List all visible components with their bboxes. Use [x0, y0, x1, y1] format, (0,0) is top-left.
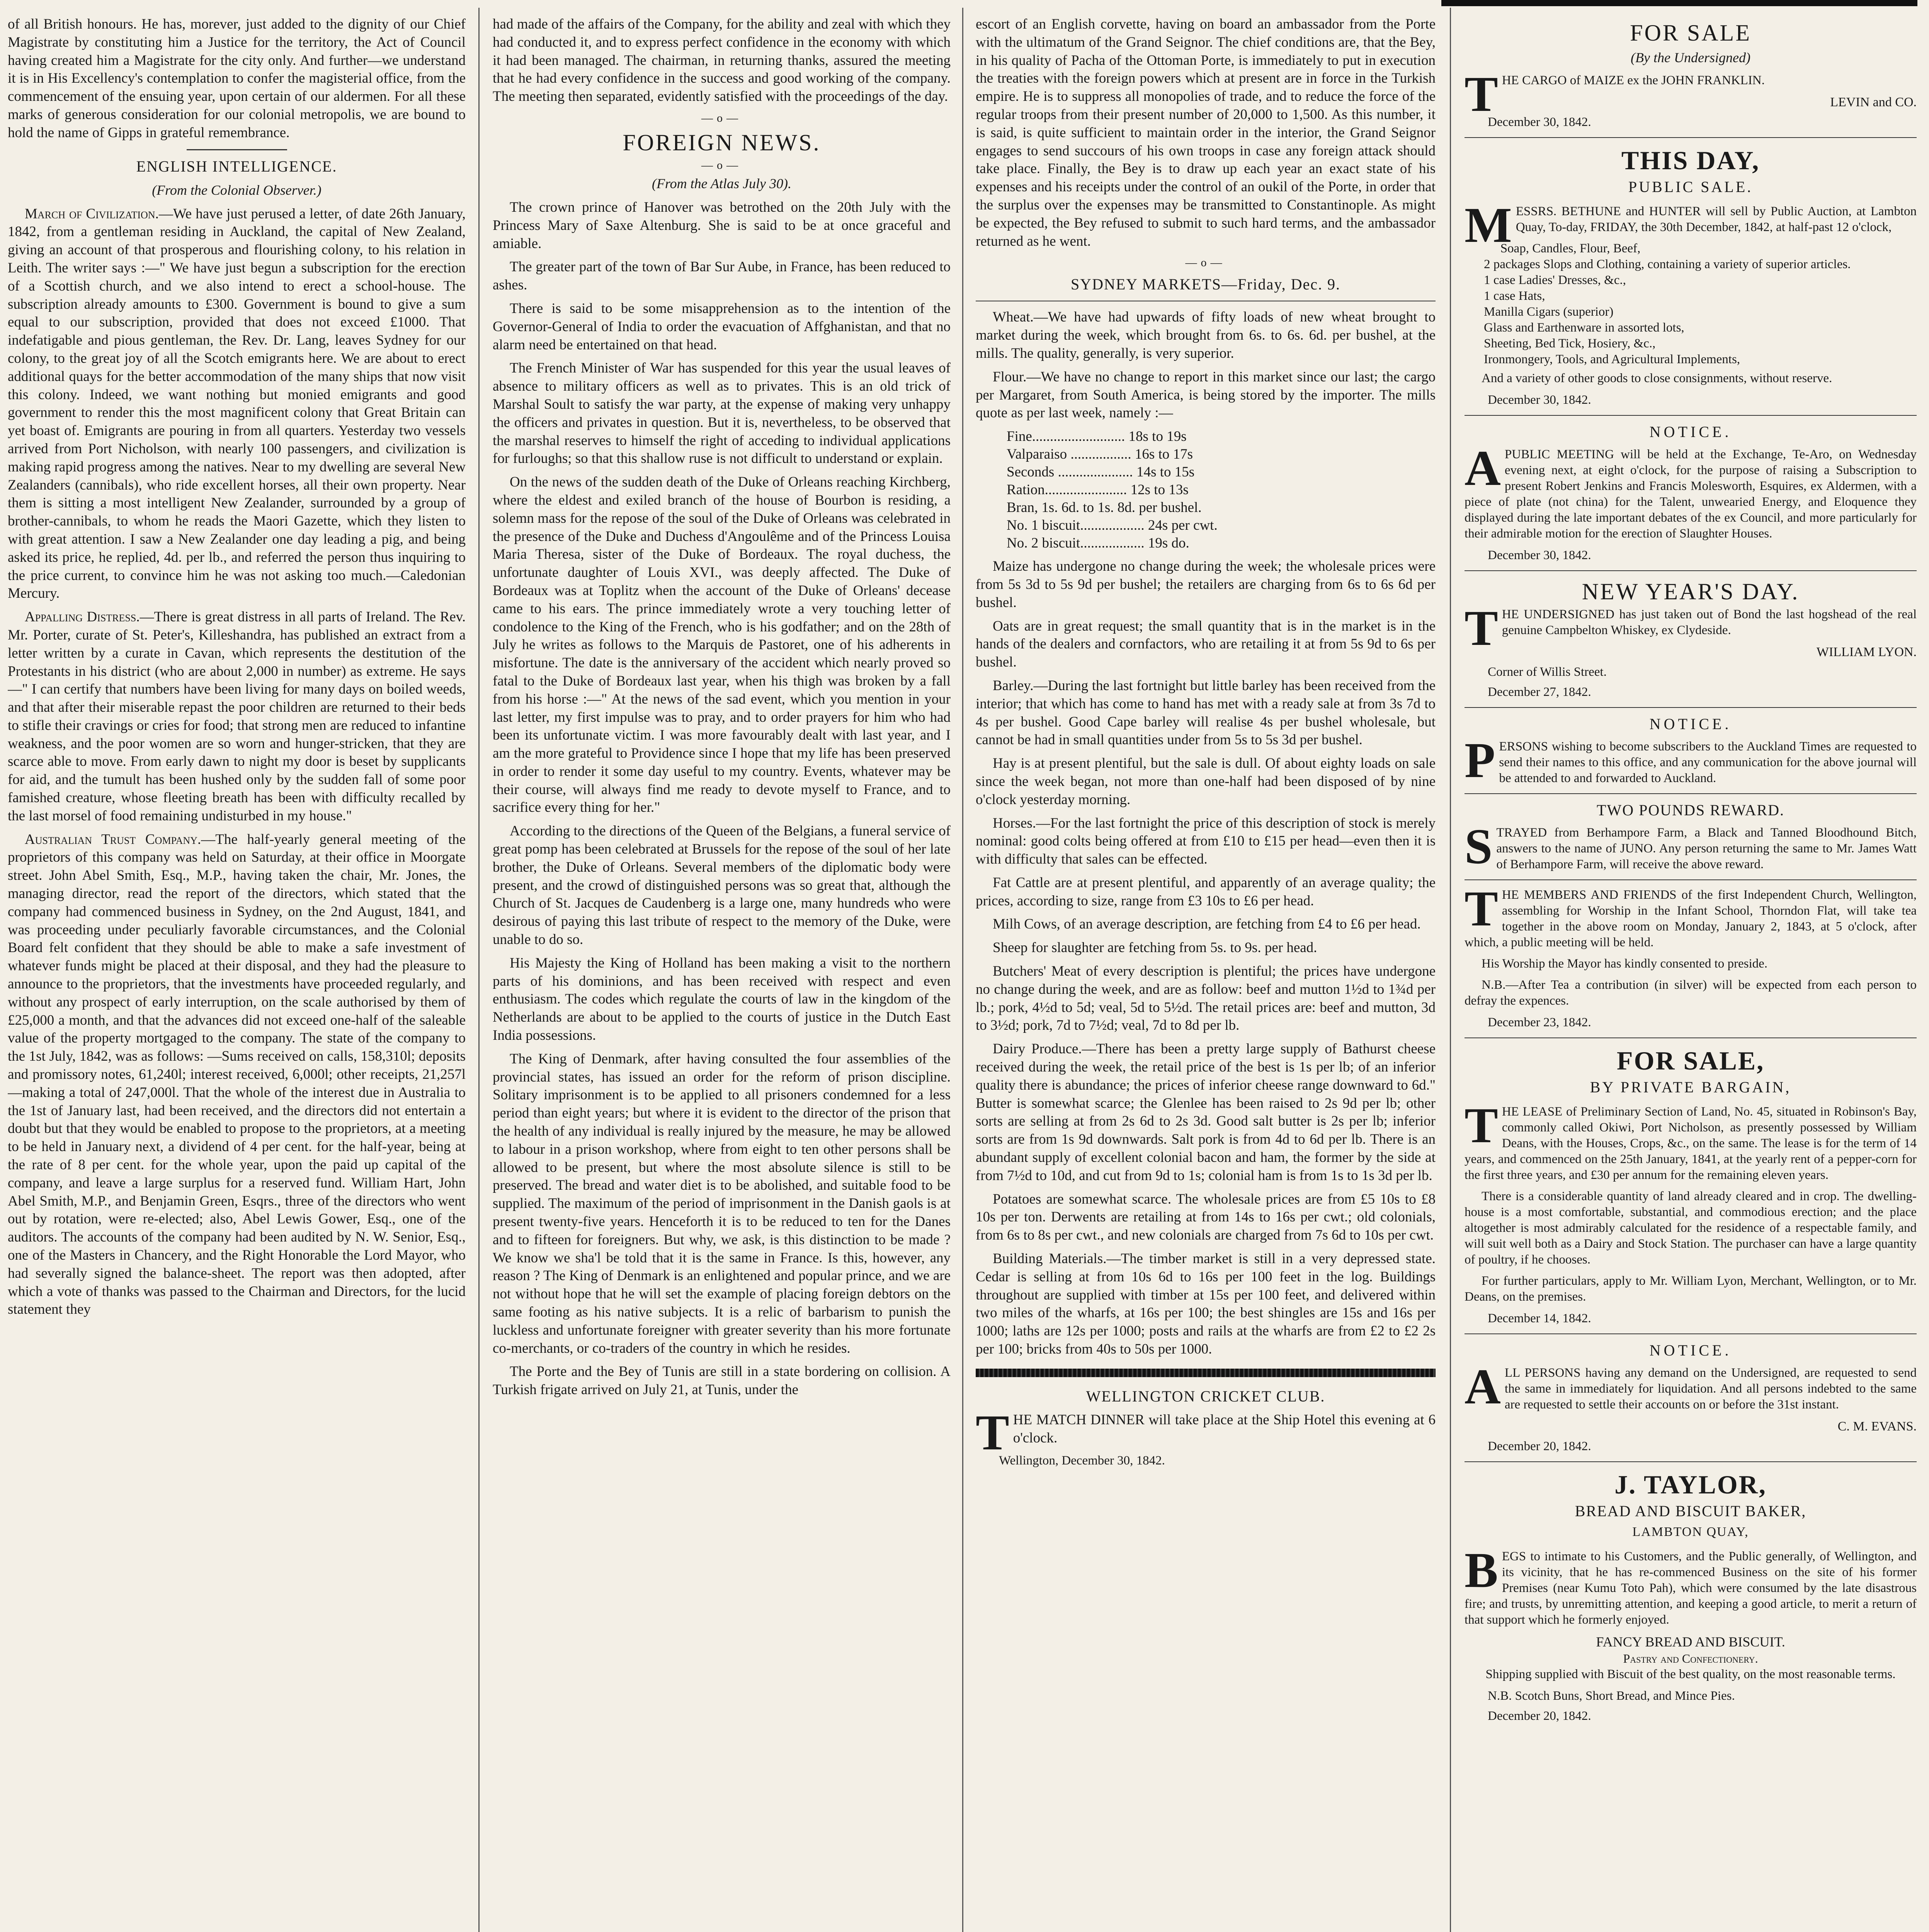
ad-heading: NOTICE.	[1649, 1342, 1732, 1359]
source-line: (From the Colonial Observer.)	[152, 182, 322, 198]
market-paragraph: Fat Cattle are at present plentiful, and apparently of an average quality; the prices, according to size, range from £3 10s to £6 per head.	[976, 874, 1436, 909]
date-line: December 30, 1842.	[1488, 548, 1591, 562]
ad-heading: TWO POUNDS REWARD.	[1597, 801, 1784, 819]
ad-subheading: (By the Undersigned)	[1631, 50, 1750, 65]
drop-cap: T	[976, 1405, 1009, 1461]
ad-paragraph	[1465, 440, 1917, 542]
column-3	[976, 15, 1436, 1932]
price-line: Ration....................... 12s to 13s	[1007, 482, 1189, 498]
ad-paragraph: For further particulars, apply to Mr. William Lyon, Merchant, Wellington, or to Mr. Deans, on the premises.	[1465, 1274, 1917, 1304]
ad-heading: NOTICE.	[1649, 715, 1732, 733]
article-paragraph: The greater part of the town of Bar Sur Aube, in France, has been reduced to ashes.	[493, 259, 951, 293]
ad-paragraph: And a variety of other goods to close consignments, without reserve.	[1482, 371, 1832, 385]
price-line: No. 2 biscuit.................. 19s do.	[1007, 535, 1189, 551]
market-paragraph: Hay is at present plentiful, but the sale is dull. Of about eighty loads on sale since the week began, not more than one-half had been disposed of by nine o'clock yesterday morning.	[976, 755, 1436, 808]
ad-subheading: LAMBTON QUAY,	[1632, 1525, 1749, 1539]
article-paragraph: had made of the affairs of the Company, for the ability and zeal with which they had conducted it, and to express perfect confidence in the economy with which it had been managed. The chairman, in returning thanks, assured the meeting that he had every confidence in the success and good working of the company. The meeting then separated, evidently satisfied with the proceedings of the day.	[493, 16, 951, 105]
paragraph-text: —We have just perused a letter, of date 26th January, 1842, from a gentleman residing in Auckland, the capital of New Zealand, giving an account of that prosperous and flourishing colony, to his relation in Leith. The writer says :—" We have just begun a subscription for the erection of a Scottish church, and we also intend to erect a school-house. The subscription already amounts to £300. Government is bound to give a sum equal to our subscription, provided that does not exceed £1000. That indefatigable and pious gentleman, the Rev. Dr. Lang, leaves Sydney for our colony, to the great joy of all the Scotch emigrants here. We are about to erect additional quays for the better accommodation of the many ships that now visit this colony. Indeed, we want nothing but monied emigrants and good government to render this the most magnificent colony that Great Britain can yet boast of. Emigrants are pouring in from all quarters. Yesterday two vessels arrived from Port Nicholson, with nearly 100 passengers, and civilization is making rapid progress among the natives. Near to my dwelling are several New Zealanders (cannibals), who ride excellent horses, all their own property. Near them is sitting a most intelligent New Zealander, surrounded by a group of brother-cannibals, to whom he reads the Maori Gazette, which they listen to with great attention. I saw a New Zealander one day leading a pig, and being asked its price, he replied, 4d. per lb., and referred the person thus inquiring to the price current, to convince him he was not asking too much.—Caledonian Mercury.	[8, 206, 466, 602]
drop-cap: M	[1465, 197, 1512, 253]
divider	[1465, 879, 1917, 880]
ad-text: HE LEASE of Preliminary Section of Land, No. 45, situated in Robinson's Bay, commonly called Okiwi, Port Nicholson, as presently possessed by William Deans, with the Houses, Crops, &c., on the same. The lease is for the term of 14 years, and commenced on the 25th January, 1841, at the yearly rent of a pepper-corn for the first three years, and £30 per annum for the remaining eleven years.	[1465, 1105, 1917, 1182]
signature: WILLIAM LYON.	[1816, 645, 1917, 659]
article-paragraph: His Majesty the King of Holland has been making a visit to the northern parts of his dominions, and has been received with respect and even enthusiasm. The codes which regulate the courts of law in the kingdom of the Netherlands are about to be applied to the courts of justice in the Dutch East India possessions.	[493, 955, 951, 1044]
market-paragraph: Oats are in great request; the small quantity that is in the market is in the hands of the dealers and cornfactors, who are retailing it at from 5s 9d to 6s per bushel.	[976, 618, 1436, 670]
ad-item: 1 case Hats,	[1484, 289, 1545, 303]
market-paragraph: Maize has undergone no change during the week; the wholesale prices were from 5s 3d to 5s 9d per bushel; the retailers are charging from 6s to 6s 6d per bushel.	[976, 558, 1436, 611]
drop-cap: A	[1465, 440, 1501, 496]
paragraph-text: —The half-yearly general meeting of the proprietors of this company was held on Saturday, at their office in Moorgate street. John Abel Smith, Esq., M.P., having taken the chair, Mr. Jones, the managing director, read the report of the directors, which stated that the company had commenced business in Sydney, on the 2nd August, 1841, and was proceeding under peculiarly favorable circumstances, and the Colonial Board felt confident that they should be able to make a safe investment of whatever funds might be placed at their disposal, and they had the pleasure to announce to the proprietors, that the investments have proceeded regularly, and without any prospect of early interruption, on the scale authorised by them of £25,000 a month, and that the advances did not exceed one-half of the saleable value of the property mortgaged to the company. The state of the company to the 1st July, 1842, was as follows: —Sums received on calls, 158,310l; deposits and promissory notes, 61,240l; interest received, 6,000l; other receipts, 21,257l—making a total of 247,000l. That the whole of the interest due in Australia to the 1st of January last, had been received, and the directors did not entertain a doubt but that they would be enabled to propose to the proprietors, at a meeting to be held in January next, a dividend of 4 per cent. for the half-year, being at the rate of 8 per cent. for the whole year, upon the paid up capital of the company, and leave a large surplus for a reserved fund. William Hart, John Abel Smith, M.P., and Benjamin Green, Esqrs., three of the directors who went out by rotation, were re-elected; also, Abel Lewis Gower, Esq., one of the auditors. The accounts of the company had been audited by N. W. Senior, Esq., one of the Masters in Chancery, and the Right Honorable the Lord Mayor, who had severally signed the balance-sheet. The report was then adopted, after which a vote of thanks was passed to the Chairman and Directors, for the lucid statement they	[8, 831, 466, 1318]
nb-line: N.B. Scotch Buns, Short Bread, and Mince Pies.	[1488, 1689, 1735, 1703]
divider	[1465, 570, 1917, 571]
date-line: December 30, 1842.	[1488, 393, 1591, 407]
drop-cap: S	[1465, 819, 1493, 874]
date-line: December 30, 1842.	[1488, 115, 1591, 129]
date-line: Wellington, December 30, 1842.	[999, 1454, 1165, 1468]
signature: C. M. EVANS.	[1837, 1419, 1917, 1434]
date-line: December 23, 1842.	[1488, 1015, 1591, 1029]
address-line: Corner of Willis Street.	[1488, 665, 1607, 679]
drop-cap: T	[1465, 600, 1498, 656]
ad-text: ESSRS. BETHUNE and HUNTER will sell by Public Auction, at Lambton Quay, To-day, FRIDAY, the 30th December, 1842, at half-past 12 o'clock,	[1516, 204, 1917, 234]
notice-text: HE MATCH DINNER will take place at the Ship Hotel this evening at 6 o'clock.	[1013, 1412, 1436, 1446]
ad-heading: NEW YEAR'S DAY.	[1582, 579, 1800, 604]
paragraph-text: —There is great distress in all parts of Ireland. The Rev. Mr. Porter, curate of St. Peter's, Killeshandra, has published an extract from a letter written by a curate in Cavan, which represents the destitution of the Protestants in his district (who are about 2,000 in number) as extreme. He says —" I can certify that numbers have been living for many days on boiled weeds, and that after their miserable repast the poor children are returned to their beds to stifle their cravings or cries for food; that strong men are reduced to infantine weakness, and the poor women are so worn and hunger-stricken, that they are scarce able to move. From early dawn to night my door is beset by supplicants for aid, and the tumult has been hushed only by the sudden fall of some poor famished creature, whose fleeting breath has been with difficulty recalled by the last morsel of food remaining undisturbed in my house."	[8, 609, 466, 824]
ad-paragraph: There is a considerable quantity of land already cleared and in crop. The dwelling-house is a most comfortable, substantial, and commodious erection; and the place altogether is most admirably calculated for the residence of a respectable family, and will suit well both as a Dairy and Stock Station. The purchaser can have a large quantity of poultry, if he chooses.	[1465, 1189, 1917, 1267]
ad-heading: NOTICE.	[1649, 423, 1732, 440]
ad-paragraph: Shipping supplied with Biscuit of the best quality, on the most reasonable terms.	[1485, 1667, 1896, 1681]
drop-cap: T	[1465, 881, 1498, 937]
column-rule	[478, 8, 480, 1932]
ad-subheading: BY PRIVATE BARGAIN,	[1590, 1078, 1791, 1096]
section-heading: WELLINGTON CRICKET CLUB.	[1086, 1387, 1325, 1405]
ad-text: TRAYED from Berhampore Farm, a Black and Tanned Bloodhound Bitch, answers to the name of JUNO. Any person returning the same to Mr. James Watt of Berhampore Farm, will receive the above reward.	[1496, 826, 1917, 871]
market-paragraph: Sheep for slaughter are fetching from 5s. to 9s. per head.	[993, 940, 1317, 956]
ornament-divider: —o—	[701, 111, 742, 124]
ad-subheading: FANCY BREAD AND BISCUIT.	[1596, 1634, 1785, 1650]
drop-cap: P	[1465, 733, 1495, 788]
drop-cap: A	[1465, 1359, 1501, 1415]
ad-item: 1 case Ladies' Dresses, &c.,	[1484, 273, 1626, 287]
price-line: No. 1 biscuit.................. 24s per cwt.	[1007, 517, 1218, 534]
ad-item: Glass and Earthenware in assorted lots,	[1484, 321, 1684, 335]
column-1	[8, 15, 466, 1932]
section-heading: ENGLISH INTELLIGENCE.	[136, 157, 337, 175]
signature: LEVIN and CO.	[1830, 95, 1917, 109]
ad-paragraph: His Worship the Mayor has kindly consented to preside.	[1482, 957, 1768, 971]
column-rule	[962, 8, 963, 1932]
ad-paragraph	[1465, 819, 1917, 874]
column-2	[493, 15, 951, 1932]
ad-text: PUBLIC MEETING will be held at the Exchange, Te-Aro, on Wednesday evening next, at eight o'clock, for the purpose of raising a Subscription to present Robert Jenkins and Francis Molesworth, Esquires, ex Aldermen, with a piece of plate (not china) for the Talent, unwearied Energy, and Eloquence they displayed during the late important debates of the ex Council, and more particularly for their admirable motion for the erection of Slaughter Houses.	[1465, 447, 1917, 541]
ad-subheading: Pastry and Confectionery.	[1623, 1651, 1758, 1665]
ad-paragraph: N.B.—After Tea a contribution (in silver) will be expected from each person to defray the expences.	[1465, 978, 1917, 1008]
ad-heading: J. TAYLOR,	[1614, 1470, 1767, 1499]
ad-paragraph	[1465, 1359, 1917, 1415]
article-paragraph	[8, 205, 466, 603]
market-paragraph: Butchers' Meat of every description is plentiful; the prices have undergone no change during the week, and are as follow: beef and mutton 1½d to 1¾d per lb.; pork, 4½d to 5d; veal, 5d to 5½d. The retail prices are: beef and mutton, 3d to 3½d; pork, 7d to 7½d; veal, 7d to 8d per lb.	[976, 963, 1436, 1034]
ad-text: HE UNDERSIGNED has just taken out of Bond the last hogshead of the real genuine Campbelton Whiskey, ex Clydeside.	[1502, 607, 1917, 637]
article-paragraph: escort of an English corvette, having on board an ambassador from the Porte with the ultimatum of the Grand Seignor. The chief conditions are, that the Bey, in his quality of Pacha of the Ottoman Porte, is immediately to put in execution the treaties with the foreign powers which at present are in force in the Turkish empire. He is to suppress all monopolies of trade, and to reduce the force of the regular troops from their present number of 20,000 to 1,500. As this number, it is said, is quite sufficient to maintain order in the interior, the Grand Seignor engages to send succours of his own troops in case any foreign attack should take place. Finally, the Bey is to draw up each year an exact state of his expenses and his receipts under the control of an oukil of the Porte, in order that the surplus over the expenses may be transmitted to Constantinople. As might be expected, the Bey refused to submit to such hard terms, and the ambassador returned as he went.	[976, 16, 1436, 249]
section-heading: SYDNEY MARKETS—Friday, Dec. 9.	[1070, 276, 1341, 293]
divider	[1465, 1037, 1917, 1038]
divider	[1465, 415, 1917, 416]
ornament-divider: —o—	[1185, 256, 1226, 269]
ad-paragraph	[1465, 1098, 1917, 1183]
article-paragraph: There is said to be some misapprehension as to the intention of the Governor-General of India to order the evacuation of Affghanistan, and that no alarm need be entertained on that head.	[493, 300, 951, 353]
article-paragraph: The Porte and the Bey of Tunis are still in a state bordering on collision. A Turkish frigate arrived on July 21, at Tunis, under the	[493, 1364, 951, 1398]
article-paragraph	[8, 608, 466, 825]
divider	[1465, 1333, 1917, 1334]
section-heading: FOREIGN NEWS.	[623, 129, 821, 155]
drop-cap: T	[1465, 66, 1498, 122]
divider	[1465, 793, 1917, 794]
ad-heading: FOR SALE	[1630, 20, 1751, 46]
ad-text: EGS to intimate to his Customers, and the Public generally, of Wellington, and its vicinity, that he has re-commenced Business on the site of his former Premises (near Kumu Toto Pah), which were consumed by the late disastrous fire; and trusts, by unremitting attention, and keeping a good article, to merit a return of that support which he formerly enjoyed.	[1465, 1549, 1917, 1627]
market-paragraph: Wheat.—We have had upwards of fifty loads of new wheat brought to market during the week, which brought from 6s. to 6s. 6d. per bushel, at the mills. The quality, generally, is very superior.	[976, 309, 1436, 361]
market-paragraph: Dairy Produce.—There has been a pretty large supply of Bathurst cheese received during the week, the retail price of the best is 1s per lb; of an inferior quality there is abundance; the prices of inferior cheese range downward to 6d." Butter is somewhat scarce; the Glenlee has been raised to 2s 9d per lb; other sorts are selling at from 2s 6d to 2s 3d. Good salt butter is 2s per lb; inferior sorts are from 1s 9d downwards. Salt pork is from 4d to 6d per lb. There is an abundant supply of excellent colonial bacon and ham, the former by the side at from 7½d to 10d, and cut from 9d to 1s; colonial ham is from 1s to 1s 3d per lb.	[976, 1041, 1436, 1184]
article-paragraph: The King of Denmark, after having consulted the four assemblies of the provincial states, has issued an order for the reform of prison discipline. Solitary imprisonment is to be applied to all prisoners condemned for a less period than eight years; but where it is evident to the director of the prison that the health of any individual is really injured by the measure, he may be allowed to labour in a prison workshop, where from eight to ten other persons shall be allowed to be present, but where the most absolute silence is still to be preserved. The bread and water diet is to be abolished, and suitable food to be supplied. The maximum of the period of imprisonment in the Danish gaols is at present twenty-five years. Henceforth it is to be reduced to ten for the Danes and to fifteen for foreigners. But why, we ask, is this distinction to be made ? We know we sha'l be told that it is the same in France. Is this, however, any reason ? The King of Denmark is an enlightened and popular prince, and we are not without hope that he will set the example of placing foreign debtors on the same footing as his native subjects. It is a relic of barbarism to punish the luckless and unfortunate foreigner with greater severity than his more fortunate co-merchants, or co-traders of the country in which he resides.	[493, 1051, 951, 1356]
article-paragraph: The French Minister of War has suspended for this year the usual leaves of absence to military officers as well as to privates. This is an old trick of Marshal Soult to satisfy the war party, at the expense of making very unhappy the officers and privates in question. But it is, nevertheless, to be observed that the marshal reserves to himself the right of acceding to individual applications for furloughs; so that this shallow ruse is not difficult to understand or explain.	[493, 360, 951, 467]
ornament-divider: —o—	[701, 158, 742, 172]
ad-subheading: PUBLIC SALE.	[1628, 178, 1753, 196]
price-line: Seconds ..................... 14s to 15s	[1007, 464, 1195, 480]
drop-cap: T	[1465, 1098, 1498, 1153]
ad-paragraph	[1465, 881, 1917, 951]
market-paragraph: Horses.—For the last fortnight the price of this description of stock is merely nominal: good colts being offered at from £10 to £15 per head—even then it is with difficulty that sales can be effected.	[976, 815, 1436, 867]
ad-item: Ironmongery, Tools, and Agricultural Implements,	[1484, 352, 1740, 366]
article-paragraph	[8, 831, 466, 1319]
drop-cap: B	[1465, 1543, 1498, 1598]
ad-heading: THIS DAY,	[1621, 146, 1760, 175]
article-paragraph: On the news of the sudden death of the Duke of Orleans reaching Kirchberg, where the eldest and exiled branch of the house of Bourbon is residing, a solemn mass for the repose of the soul of the Duke of Orleans was celebrated in the presence of the Duke and Duchess d'Angoulême and of the Princess Louisa Maria Theresa, sister of the Duke of Bordeaux. The royal duchess, the unfortunate daughter of Louis XVI., was deeply affected. The Duke of Bordeaux was at Toplitz when the account of the Duke of Orleans' decease came to his ears. The prince immediately wrote a very touching letter of condolence to the King of the French, who is his godfather; and on the 28th of July he writes as follows to the Marquis de Pastoret, one of his adherents in misfortune. The date is the anniversary of the accident which nearly proved so fatal to the Duke of Bordeaux last year, when his thigh was broken by a fall from his horse :—" At the news of the sad event, which you mention in your last letter, my first impulse was to pray, and to order prayers for him who had been its unfortunate victim. I was more favourably dealt with last year, and I am the more grateful to Providence since I hope that my life has been preserved in order to render it some day useful to my country. Events, whatever may be their course, will always find me ready to devote myself to France, and to sacrifice every thing for her."	[493, 474, 951, 816]
ad-paragraph	[1465, 733, 1917, 788]
ad-item: Sheeting, Bed Tick, Hosiery, &c.,	[1484, 337, 1656, 350]
ad-item: Manilla Cigars (superior)	[1484, 305, 1614, 319]
divider	[1465, 137, 1917, 138]
thick-divider	[976, 1369, 1436, 1377]
source-line: (From the Atlas July 30).	[652, 175, 791, 191]
market-paragraph: Flour.—We have no change to report in this market since our last; the cargo per Margaret, from South America, is being stored by the importer. The mills quote as per last week, namely :—	[976, 369, 1436, 421]
paragraph-head: March of Civilization.	[25, 206, 159, 222]
ad-heading: FOR SALE,	[1616, 1046, 1765, 1075]
divider	[1465, 707, 1917, 708]
paragraph-head: Australian Trust Company.	[25, 831, 201, 847]
article-paragraph: of all British honours. He has, morever, just added to the dignity of our Chief Magistrate by constituting him a Justice for the territory, the Act of Council having created him a Magistrate for the city only. And further—we understand it is in His Excellency's contemplation to confer the magisterial office, from the commencement of the ensuing year, upon certain of our aldermen. For all these marks of generous consideration for our colonial metropolis, we are bound to hold the name of Gipps in grateful remembrance.	[8, 16, 466, 141]
ad-text: LL PERSONS having any demand on the Undersigned, are requested to send the same in immediately for liquidation. And all persons indebted to the same are requested to settle their accounts on or before the 31st instant.	[1504, 1366, 1917, 1412]
column-rule	[1450, 8, 1451, 1932]
ad-text: ERSONS wishing to become subscribers to the Auckland Times are requested to send their names to this office, and any communication for the above journal will be attended to and forwarded to Auckland.	[1499, 740, 1917, 785]
market-paragraph: Building Materials.—The timber market is still in a very depressed state. Cedar is selling at from 10s 6d to 16s per 100 feet in the log. Buildings throughout are supplied with timber at 15s per 100 feet, and delivered within two miles of the wharfs, at 16s per 100; the best shingles are 15s and 16s per 1000; laths are 12s per 1000; posts and rails at the wharfs are from £2 to £2 2s per 100; bricks from 40s to 50s per 1000.	[976, 1251, 1436, 1357]
date-line: December 20, 1842.	[1488, 1709, 1591, 1723]
date-line: December 14, 1842.	[1488, 1311, 1591, 1325]
article-paragraph: The crown prince of Hanover was betrothed on the 20th July with the Princess Mary of Saxe Altenburg. She is said to be at once graceful and amiable.	[493, 199, 951, 252]
paragraph-head: Appalling Distress.	[25, 609, 140, 625]
date-line: December 20, 1842.	[1488, 1439, 1591, 1453]
ad-item: Soap, Candles, Flour, Beef,	[1500, 242, 1641, 255]
market-paragraph: Milh Cows, of an average description, are fetching from £4 to £6 per head.	[993, 916, 1421, 932]
ad-item: 2 packages Slops and Clothing, containing a variety of superior articles.	[1484, 257, 1851, 271]
top-border-bar	[1441, 0, 1917, 6]
ad-text: HE MEMBERS AND FRIENDS of the first Independent Church, Wellington, assembling for Worship in the Infant School, Thorndon Flat, will take tea together in the above room on Monday, January 2, 1843, at 5 o'clock, after which, a public meeting will be held.	[1465, 888, 1917, 949]
column-4-advertisements	[1465, 15, 1917, 1932]
ad-subheading: BREAD AND BISCUIT BAKER,	[1575, 1502, 1807, 1520]
price-line: Bran, 1s. 6d. to 1s. 8d. per bushel.	[1007, 500, 1202, 516]
market-paragraph: Potatoes are somewhat scarce. The wholesale prices are from £5 10s to £8 10s per ton. Derwents are retailing at from 14s to 16s per cwt.; old colonials, from 6s to 8s per cwt., and new colonials are charged from 7s 6d to 10s per cwt.	[976, 1191, 1436, 1243]
article-paragraph: According to the directions of the Queen of the Belgians, a funeral service of great pomp has been celebrated at Brussels for the repose of the soul of her late brother, the Duke of Orleans. Several members of the diplomatic body were present, and the crowd of distinguished persons was so great that, although the Church of St. Jacques de Caudenberg is a large one, many hundreds who were desirous of paying this last tribute of respect to the memory of the Duke, were unable to do so.	[493, 823, 951, 948]
price-line: Valparaiso ................. 16s to 17s	[1007, 446, 1193, 463]
price-line: Fine.......................... 18s to 19s	[1007, 429, 1187, 445]
ad-text: HE CARGO of MAIZE ex the JOHN FRANKLIN.	[1502, 73, 1765, 87]
ad-paragraph	[1465, 1543, 1917, 1628]
divider	[1465, 1461, 1917, 1462]
date-line: December 27, 1842.	[1488, 685, 1591, 699]
market-paragraph: Barley.—During the last fortnight but little barley has been received from the interior; that which has come to hand has met with a ready sale at from 3s 7d to 4s per bushel. Good Cape barley will realise 4s per bushel wholesale, but cannot be had in small quantities under from 5s to 5s 3d per bushel.	[976, 677, 1436, 748]
divider	[187, 149, 287, 150]
